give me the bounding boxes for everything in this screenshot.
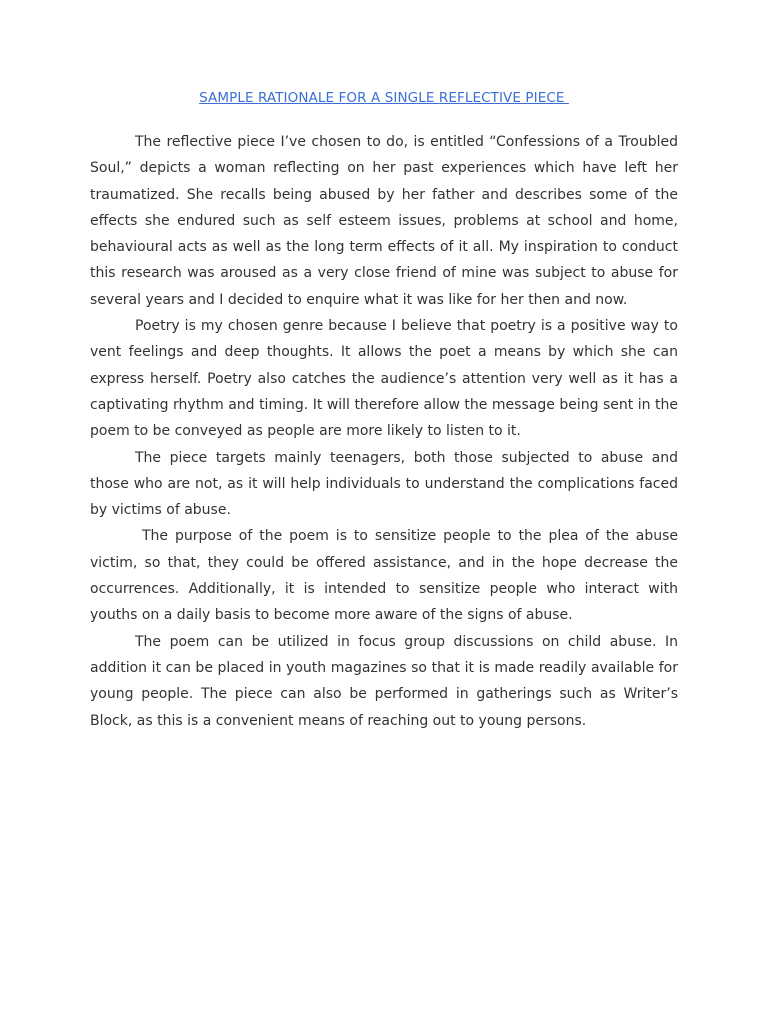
paragraph: The piece targets mainly teenagers, both those subjected to abuse and those who are not, as it will help individuals to understand the complications faced by victims of abuse. bbox=[90, 449, 678, 519]
paragraph: The purpose of the poem is to sensitize people to the plea of the abuse victim, so that, they could be offered assistance, and in the hope decrease the occurrences. Additionally, it is intended to sensitize people who interact with youths on a daily basis to become more aware of the signs of abuse. bbox=[90, 528, 678, 624]
paragraph: The reflective piece I’ve chosen to do, is entitled “Confessions of a Troubled Soul,” depicts a woman reflecting on her past experiences which have left her traumatized. She recalls being abused by her father and describes some of the effects she endured such as self esteem issues, problems at school and home, behavioural acts as well as the long term effects of it all. My inspiration to conduct this research was aroused as a very close friend of mine was subject to abuse for several years and I decided to enquire what it was like for her then and now. bbox=[90, 134, 678, 308]
paragraph: The poem can be utilized in focus group discussions on child abuse. In addition it can be placed in youth magazines so that it is made readily available for young people. The piece can also be performed in gatherings such as Writer’s Block, as this is a convenient means of reaching out to young persons. bbox=[90, 633, 678, 729]
document-body bbox=[90, 129, 678, 734]
document-title: SAMPLE RATIONALE FOR A SINGLE REFLECTIVE PIECE bbox=[199, 90, 569, 106]
paragraph: Poetry is my chosen genre because I believe that poetry is a positive way to vent feelings and deep thoughts. It allows the poet a means by which she can express herself. Poetry also catches the audience’s attention very well as it has a captivating rhythm and timing. It will therefore allow the message being sent in the poem to be conveyed as people are more likely to listen to it. bbox=[90, 318, 678, 440]
